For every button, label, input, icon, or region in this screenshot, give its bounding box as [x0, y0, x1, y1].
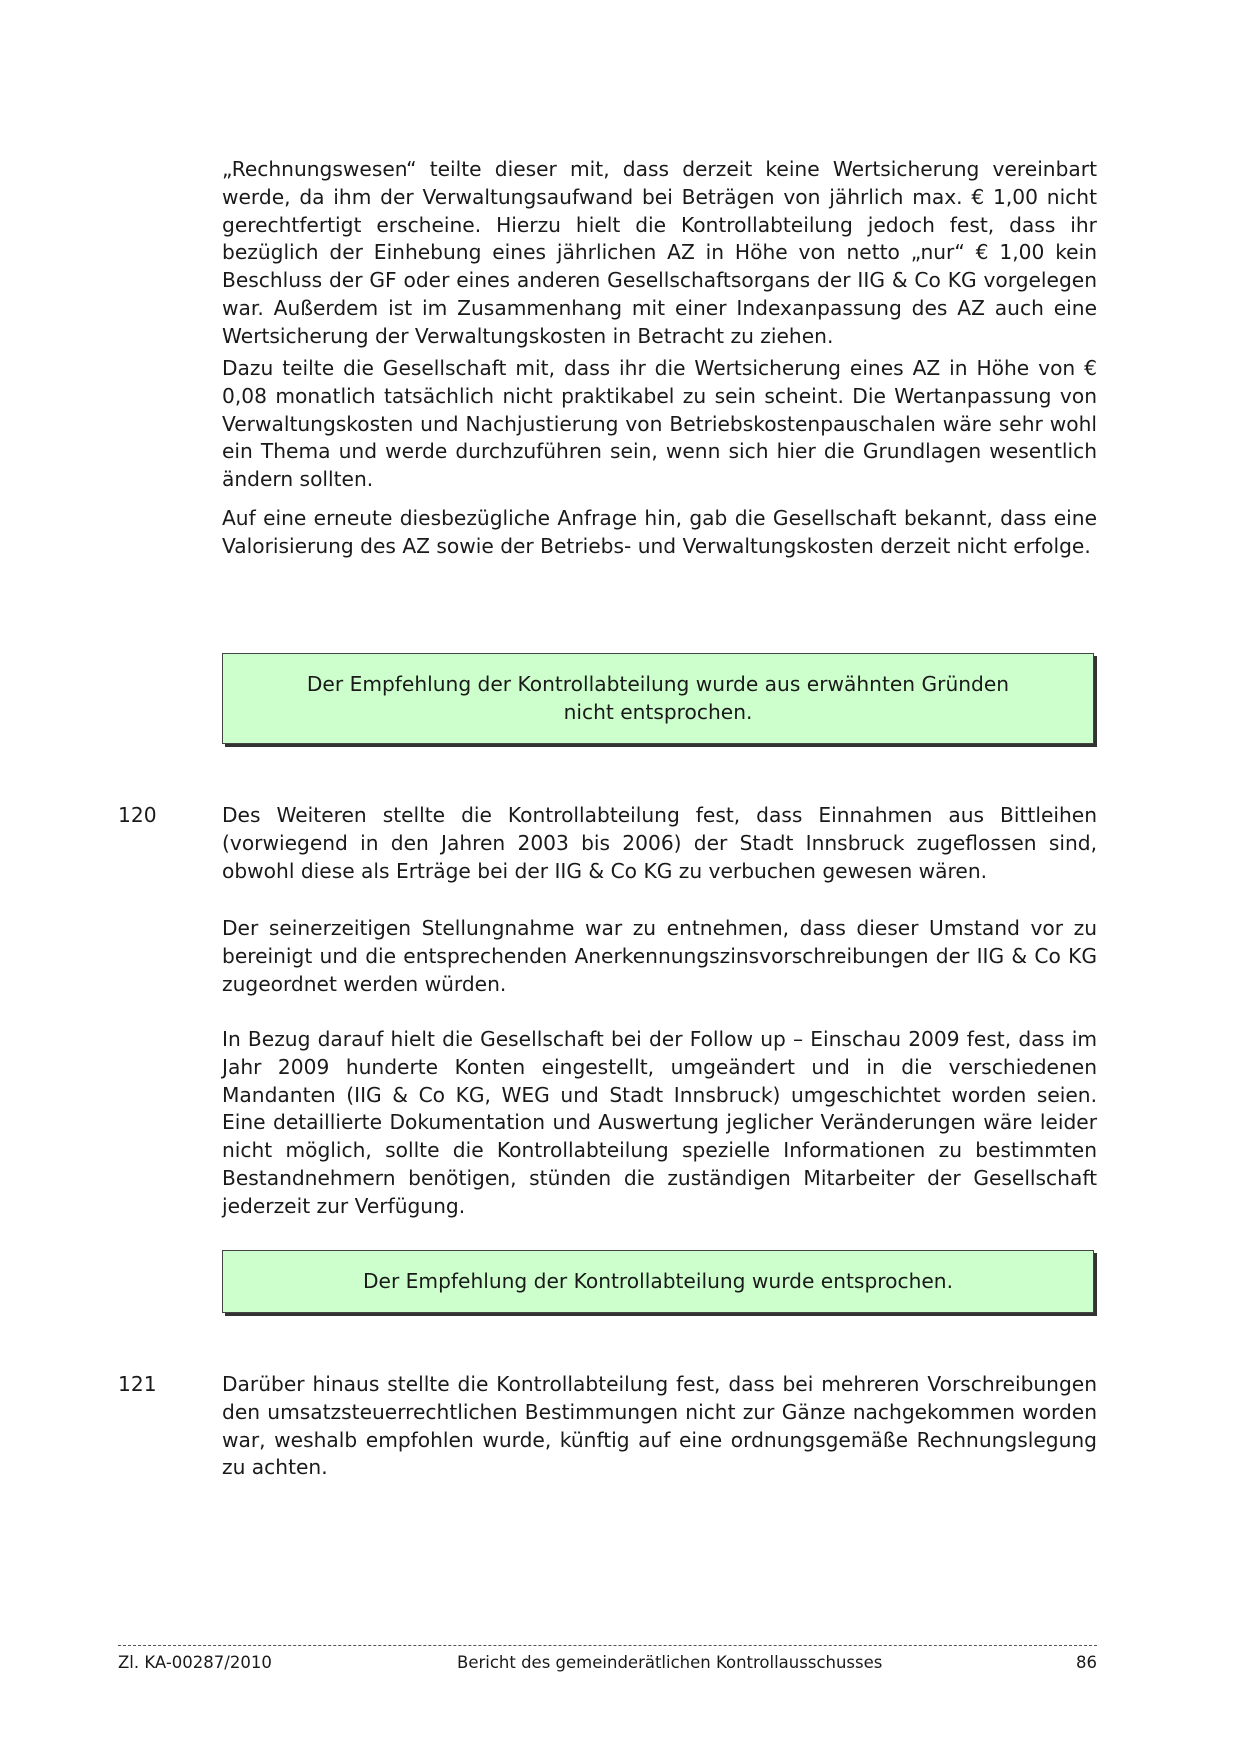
footer-page-number: 86 — [1076, 1653, 1097, 1672]
paragraph-valorisierung: Auf eine erneute diesbezügliche Anfrage hin, gab die Gesellschaft bekannt, dass eine Valorisierung des AZ sowie der Betriebs- und Verwaltungskosten derzeit nicht erfolge. — [222, 506, 1097, 558]
recommendation-box-not-followed — [222, 653, 1094, 744]
paragraph-bittleihen: Des Weiteren stellte die Kontrollabteilung fest, dass Einnahmen aus Bittleihen (vorwiegend in den Jahren 2003 bis 2006) der Stadt Innsbruck zugeflossen sind, obwohl diese als Erträge bei der IIG & Co KG zu verbuchen gewesen wären. — [222, 803, 1097, 883]
paragraph-wertsicherung: Dazu teilte die Gesellschaft mit, dass ihr die Wertsicherung eines AZ in Höhe von € 0,08 monatlich tatsächlich nicht praktikabel zu sein scheint. Die Wertanpassung von Verwaltungskosten und Nachjustierung von Betriebskostenpauschalen wäre sehr wohl ein Thema und werde durchzuführen sein, wenn sich hier die Grundlagen wesentlich ändern sollten. — [222, 356, 1097, 492]
paragraph-rechnungswesen: „Rechnungswesen“ teilte dieser mit, dass derzeit keine Wertsicherung vereinbart werde, da ihm der Verwaltungsaufwand bei Beträgen von jährlich max. € 1,00 nicht gerechtfertigt erscheine. Hierzu hielt die Kontrollabteilung jedoch fest, dass ihr bezüglich der Einhebung eines jährlichen AZ in Höhe von netto „nur“ € 1,00 kein Beschluss der GF oder eines anderen Gesellschaftsorgans der IIG & Co KG vorgelegen war. Außerdem ist im Zusammenhang mit einer Indexanpassung des AZ auch eine Wertsicherung der Verwaltungskosten in Betracht zu ziehen. — [222, 157, 1097, 348]
paragraph-umsatzsteuer: Darüber hinaus stellte die Kontrollabteilung fest, dass bei mehreren Vorschreibungen den umsatzsteuerrechtlichen Bestimmungen nicht zur Gänze nachgekommen worden war, weshalb empfohlen wurde, künftig auf eine ordnungsgemäße Rechnungslegung zu achten. — [222, 1372, 1097, 1480]
recommendation-box-followed — [222, 1250, 1094, 1313]
footer-divider — [118, 1645, 1097, 1646]
paragraph-stellungnahme: Der seinerzeitigen Stellungnahme war zu entnehmen, dass dieser Umstand vor zu bereinigt und die entsprechenden Anerkennungszinsvorschreibungen der IIG & Co KG zugeordnet werden würden. — [222, 916, 1097, 996]
section-number-120: 120 — [118, 803, 157, 827]
section-number-121: 121 — [118, 1372, 157, 1396]
recommendation-text: Der Empfehlung der Kontrollabteilung wurde aus erwähnten Gründen nicht entsprochen. — [306, 671, 1010, 724]
footer-report-title: Bericht des gemeinderätlichen Kontrollausschusses — [457, 1653, 883, 1672]
recommendation-text: Der Empfehlung der Kontrollabteilung wurde entsprochen. — [363, 1268, 953, 1293]
paragraph-follow-up: In Bezug darauf hielt die Gesellschaft bei der Follow up – Einschau 2009 fest, dass im Jahr 2009 hunderte Konten eingestellt, umgeändert und in die verschiedenen Mandanten (IIG & Co KG, WEG und Stadt Innsbruck) umgeschichtet worden seien. Eine detaillierte Dokumentation und Auswertung jeglicher Veränderungen wäre leider nicht möglich, sollte die Kontrollabteilung spezielle Informationen zu bestimmten Bestandnehmern benötigen, stünden die zuständigen Mitarbeiter der Gesellschaft jederzeit zur Verfügung. — [222, 1027, 1097, 1218]
footer-reference-number: Zl. KA-00287/2010 — [118, 1653, 272, 1672]
